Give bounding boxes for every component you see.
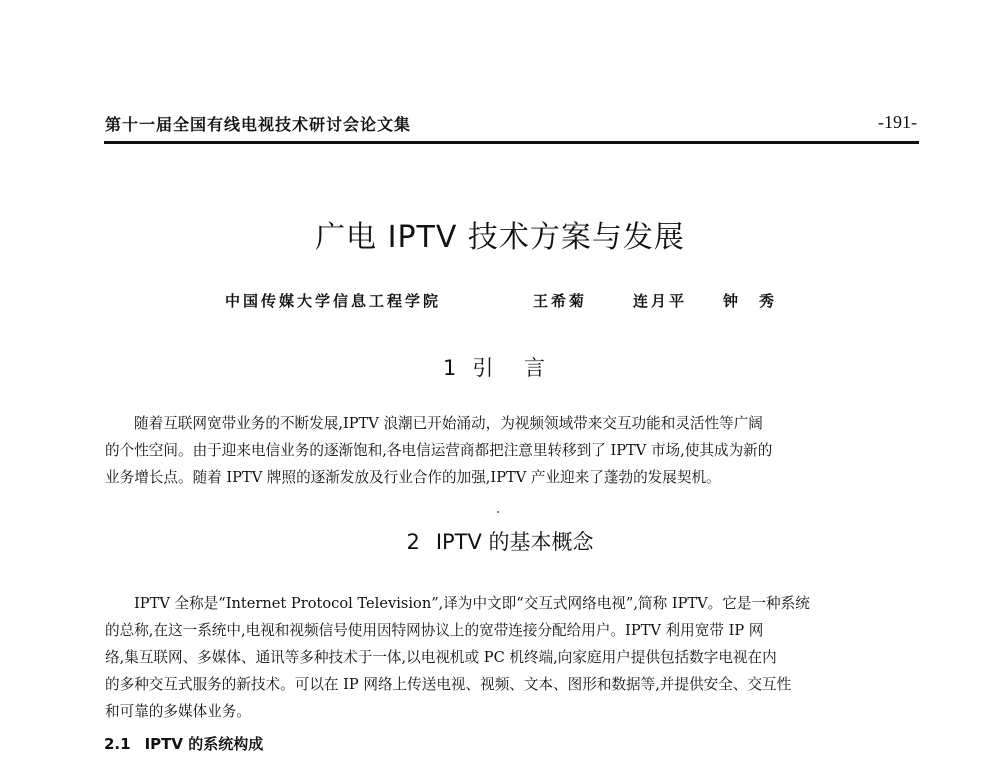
author-name: 钟 秀: [723, 292, 778, 310]
paragraph-line: 的总称,在这一系统中,电视和视频信号使用因特网协议上的宽带连接分配给用户。IPTV 利用宽带 IP 网: [105, 622, 764, 639]
paragraph-line: 的个性空间。由于迎来电信业务的逐渐饱和,各电信运营商都把注意里转移到了 IPTV 市场,使其成为新的: [105, 442, 773, 459]
header-rule: [104, 141, 919, 144]
paragraph-line: 的多种交互式服务的新技术。可以在 IP 网络上传送电视、视频、文本、图形和数据等,并提供安全、交互性: [105, 676, 792, 693]
paragraph-line: 络,集互联网、多媒体、通讯等多种技术于一体,以电视机或 PC 机终端,向家庭用户提供包括数字电视在内: [105, 649, 777, 666]
paragraph-line: 随着互联网宽带业务的不断发展,IPTV 浪潮已开始涌动，为视频领域带来交互功能和灵活性等广阔: [134, 415, 763, 432]
page-number: -191-: [878, 112, 917, 132]
author-line: [225, 290, 785, 316]
section-number: 1: [442, 356, 457, 380]
paragraph-line: 业务增长点。随着 IPTV 牌照的逐渐发放及行业合作的加强,IPTV 产业迎来了蓬勃的发展契机。: [105, 469, 721, 486]
section-number: 2: [406, 530, 420, 554]
author-name: 连月平: [633, 292, 688, 310]
paper-title: 广电 IPTV 技术方案与发展: [315, 220, 685, 255]
proceedings-title: 第十一届全国有线电视技术研讨会论文集: [105, 115, 412, 134]
section-heading: [0, 352, 1000, 382]
paragraph-line: 和可靠的多媒体业务。: [105, 703, 251, 720]
paragraph: [105, 410, 917, 491]
section-title: IPTV 的基本概念: [435, 530, 594, 554]
paragraph: [105, 590, 917, 725]
subsection-number: 2.1: [104, 735, 131, 753]
subsection-heading: [104, 733, 263, 754]
author-name: 王希菊: [533, 292, 588, 310]
scan-speck: [497, 511, 499, 513]
subsection-title: IPTV 的系统构成: [144, 735, 264, 753]
affiliation: 中国传媒大学信息工程学院: [225, 292, 442, 310]
section-title: 引 言: [472, 356, 558, 380]
running-header: [105, 112, 917, 138]
section-heading: [0, 526, 1000, 556]
paragraph-line: IPTV 全称是“Internet Protocol Television”,译为中文即“交互式网络电视”,简称 IPTV。它是一种系统: [134, 595, 810, 612]
